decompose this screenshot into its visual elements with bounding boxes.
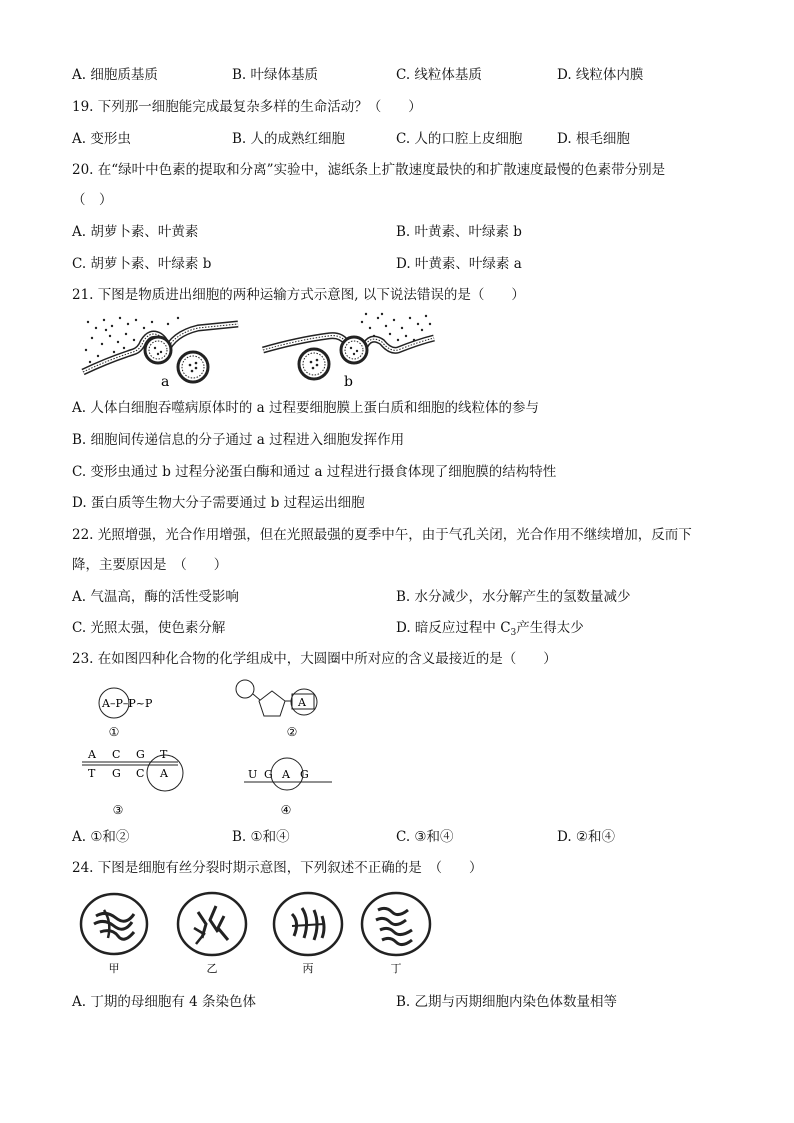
q22-option-d-prefix: D. 暗反应过程中 C bbox=[396, 620, 511, 636]
compound-4-rna bbox=[244, 758, 332, 817]
q21-option-c: C. 变形虫通过 b 过程分泌蛋白酶和通过 a 过程进行摄食体现了细胞膜的结构特性 bbox=[72, 464, 557, 480]
compound-1-text: A–P–P~P bbox=[102, 697, 153, 710]
q23-option-b: B. ①和④ bbox=[232, 829, 290, 845]
cell-ding bbox=[362, 893, 430, 975]
q18-option-c: C. 线粒体基质 bbox=[396, 67, 482, 83]
q19-option-d: D. 根毛细胞 bbox=[557, 131, 630, 147]
q20-stem: 20. 在“绿叶中色素的提取和分离”实验中，滤纸条上扩散速度最快的和扩散速度最慢的色素带分别是 bbox=[72, 162, 666, 178]
q19-stem: 19. 下列那一细胞能完成最复杂多样的生命活动？（ ） bbox=[72, 99, 422, 115]
q21-stem: 21. 下图是物质进出细胞的两种运输方式示意图, 以下说法错误的是（ ） bbox=[72, 287, 525, 303]
compound-2-text: A bbox=[298, 696, 306, 709]
q24-stem: 24. 下图是细胞有丝分裂时期示意图，下列叙述不正确的是 （ ） bbox=[72, 860, 483, 876]
q23-option-d: D. ②和④ bbox=[557, 829, 616, 845]
compound-3-bottom-a: A bbox=[160, 767, 168, 780]
cell-yi-label: 乙 bbox=[206, 962, 218, 975]
q23-stem: 23. 在如图四种化合物的化学组成中，大圆圈中所对应的含义最接近的是（ ） bbox=[72, 651, 557, 667]
compounds-figure bbox=[78, 676, 348, 820]
q18-option-a: A. 细胞质基质 bbox=[72, 67, 158, 83]
cell-jia-label: 甲 bbox=[108, 962, 120, 975]
q24-option-a: A. 丁期的母细胞有 4 条染色体 bbox=[72, 994, 257, 1010]
q20-option-a: A. 胡萝卜素、叶黄素 bbox=[72, 224, 199, 240]
compound-3-bottom-g: G bbox=[112, 767, 121, 780]
cell-bing-label: 丙 bbox=[302, 962, 314, 975]
compound-3-top-t: T bbox=[160, 748, 168, 761]
q22-stem: 22. 光照增强，光合作用增强，但在光照最强的夏季中午，由于气孔关闭，光合作用不继续增加，反而下 bbox=[72, 527, 692, 543]
q23-option-c: C. ③和④ bbox=[396, 829, 454, 845]
q21-option-a: A. 人体白细胞吞噬病原体时的 a 过程要细胞膜上蛋白质和细胞的线粒体的参与 bbox=[72, 400, 539, 416]
q22-option-d-subscript: 3 bbox=[510, 628, 517, 638]
compound-4-a: A bbox=[282, 768, 290, 781]
q22-option-b: B. 水分减少，水分解产生的氢数量减少 bbox=[396, 589, 631, 605]
compound-3-bottom-t: T bbox=[88, 767, 96, 780]
q22-option-c: C. 光照太强，使色素分解 bbox=[72, 620, 226, 636]
q18-option-b: B. 叶绿体基质 bbox=[232, 67, 319, 83]
cell-yi bbox=[178, 893, 246, 975]
q22-option-d-suffix: 产生得太少 bbox=[516, 620, 584, 636]
q21-option-d: D. 蛋白质等生物大分子需要通过 b 过程运出细胞 bbox=[72, 495, 365, 511]
q22-option-d bbox=[396, 619, 584, 637]
cell-jia bbox=[81, 894, 147, 975]
figure-b-label: b bbox=[344, 374, 353, 390]
compound-3-top-c: C bbox=[112, 748, 121, 761]
compound-3-dna bbox=[82, 748, 183, 817]
q22-option-a: A. 气温高，酶的活性受影响 bbox=[72, 589, 239, 605]
q21-option-b: B. 细胞间传递信息的分子通过 a 过程进入细胞发挥作用 bbox=[72, 432, 405, 448]
figure-a-endocytosis bbox=[83, 317, 238, 390]
endocytosis-exocytosis-figure bbox=[78, 312, 438, 392]
q20-option-c: C. 胡萝卜素、叶绿素 b bbox=[72, 256, 212, 272]
compound-3-top-a: A bbox=[88, 748, 96, 761]
compound-4-g1: G bbox=[264, 768, 273, 781]
compound-1-atp bbox=[99, 688, 153, 739]
cell-bing bbox=[274, 893, 342, 975]
q18-option-d: D. 线粒体内膜 bbox=[557, 67, 644, 83]
compound-2-nucleotide bbox=[236, 680, 317, 739]
mitosis-figure bbox=[78, 888, 438, 978]
q20-option-b: B. 叶黄素、叶绿素 b bbox=[396, 224, 522, 240]
compound-4-number: ④ bbox=[280, 803, 292, 817]
q19-option-c: C. 人的口腔上皮细胞 bbox=[396, 131, 523, 147]
compound-1-number: ① bbox=[108, 725, 120, 739]
compound-4-g2: G bbox=[300, 768, 309, 781]
compound-3-top-g: G bbox=[136, 748, 145, 761]
compound-2-number: ② bbox=[286, 725, 298, 739]
q23-option-a: A. ①和② bbox=[72, 829, 130, 845]
q19-option-a: A. 变形虫 bbox=[72, 131, 131, 147]
q20-option-d: D. 叶黄素、叶绿素 a bbox=[396, 256, 522, 272]
compound-4-u: U bbox=[248, 768, 258, 781]
figure-b-exocytosis bbox=[263, 313, 434, 390]
figure-a-label: a bbox=[161, 374, 170, 390]
compound-3-bottom-c: C bbox=[136, 767, 145, 780]
q19-option-b: B. 人的成熟红细胞 bbox=[232, 131, 346, 147]
compound-3-number: ③ bbox=[112, 803, 124, 817]
q20-stem-cont: （ ） bbox=[72, 192, 113, 208]
q24-option-b: B. 乙期与丙期细胞内染色体数量相等 bbox=[396, 994, 618, 1010]
q22-stem-cont: 降，主要原因是 （ ） bbox=[72, 557, 228, 573]
cell-ding-label: 丁 bbox=[390, 962, 402, 975]
